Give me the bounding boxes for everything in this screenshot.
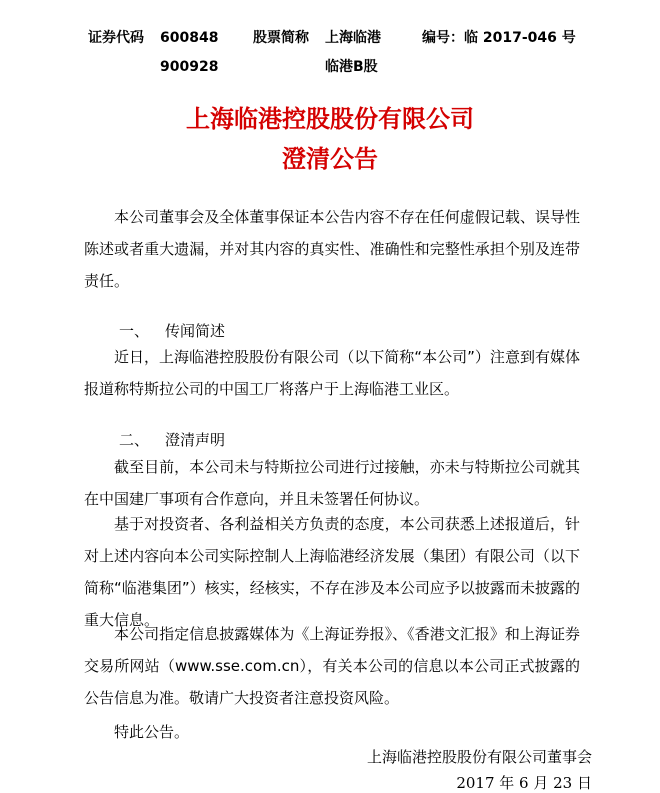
section-heading-2 (119, 430, 225, 450)
stock-abbr-b: 临港B股 (325, 59, 378, 75)
section-title: 传闻简述 (165, 322, 226, 340)
section-1-paragraph: 近日，上海临港控股股份有限公司（以下简称“本公司”）注意到有媒体报道称特斯拉公司的中国工厂将落户于上海临港工业区。 (84, 348, 580, 398)
sign-off: 特此公告。 (114, 723, 190, 741)
signature-date: 2017 年 6 月 23 日 (456, 774, 592, 792)
section-2-paragraph-1: 截至目前，本公司未与特斯拉公司进行过接触，亦未与特斯拉公司就其在中国建厂事项有合作意向，并且未签署任何协议。 (84, 458, 580, 508)
announcement-title: 澄清公告 (282, 145, 378, 173)
board-statement: 本公司董事会及全体董事保证本公告内容不存在任何虚假记载、误导性陈述或者重大遗漏，并对其内容的真实性、准确性和完整性承担个别及连带责任。 (84, 208, 580, 290)
section-2-paragraph-2: 基于对投资者、各利益相关方负责的态度，本公司获悉上述报道后，针对上述内容向本公司实际控制人上海临港经济发展（集团）有限公司（以下简称“临港集团”）核实，经核实，不存在涉及本公司应予以披露而未披露的重大信息。 (84, 515, 580, 629)
company-title: 上海临港控股股份有限公司 (186, 105, 474, 133)
section-number: 二、 (119, 431, 150, 449)
section-title: 澄清声明 (165, 431, 226, 449)
stock-abbr-label: 股票简称 (253, 30, 309, 46)
announcement-number: 编号：临 2017-046 号 (422, 30, 576, 46)
stock-abbr-a: 上海临港 (325, 30, 381, 46)
section-heading-1 (119, 321, 225, 341)
stock-code-b: 900928 (160, 59, 219, 75)
signature-org: 上海临港控股股份有限公司董事会 (366, 748, 592, 766)
disclosure-media-paragraph: 本公司指定信息披露媒体为《上海证券报》、《香港文汇报》和上海证券交易所网站（www.sse.com.cn），有关本公司的信息以本公司正式披露的公告信息为准。敬请广大投资者注意投资风险。 (84, 625, 580, 707)
section-number: 一、 (119, 322, 150, 340)
stock-code-label: 证券代码 (88, 30, 144, 46)
stock-code-a: 600848 (160, 30, 219, 46)
